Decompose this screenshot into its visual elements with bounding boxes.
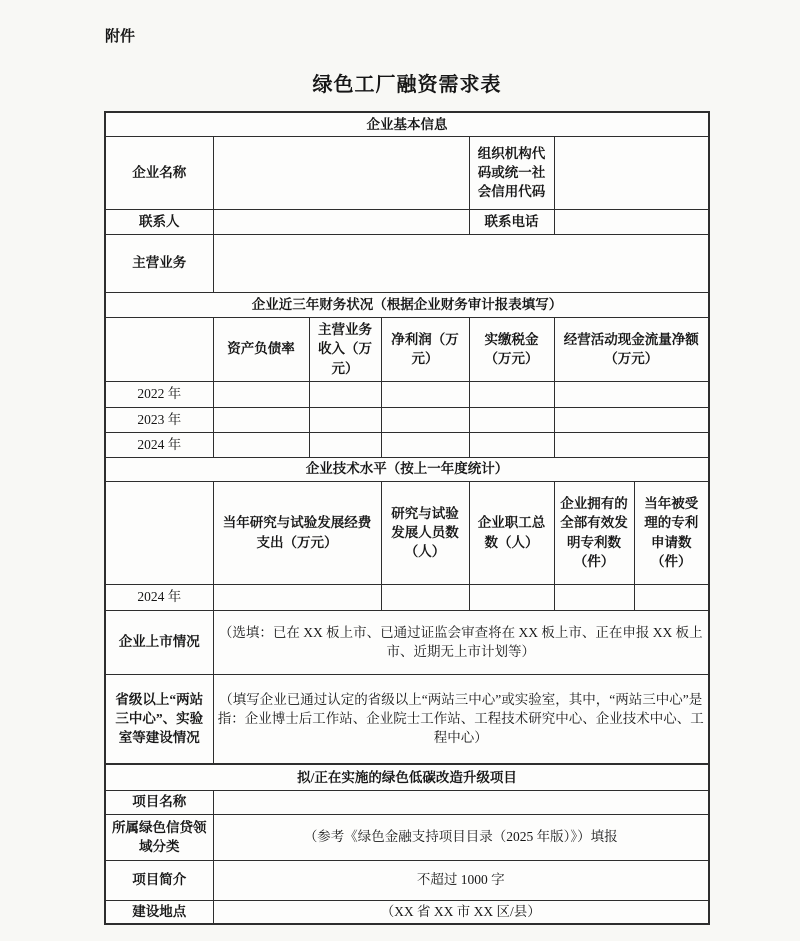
financials-2024-debt-ratio-cell <box>213 432 309 457</box>
technology-2024-patent-applications-cell <box>634 584 709 610</box>
project-name-label: 项目名称 <box>105 790 213 814</box>
listing-status-value-cell: （选填：已在 XX 板上市、已通过证监会审查将在 XX 板上市、正在申报 XX 板上市、近期无上市计划等） <box>213 610 709 674</box>
technology-2024-valid-patents-cell <box>554 584 634 610</box>
stations-centers-label: 省级以上“两站三中心”、实验室等建设情况 <box>105 674 213 764</box>
financials-column-debt-ratio: 资产负债率 <box>213 317 309 381</box>
table-row <box>105 381 709 407</box>
table-row <box>105 790 709 814</box>
financials-2023-net-profit-cell <box>381 407 469 432</box>
financials-column-net-profit: 净利润（万元） <box>381 317 469 381</box>
attachment-label: 附件 <box>105 29 136 45</box>
financials-2024-net-profit-cell <box>381 432 469 457</box>
org-code-value-cell <box>554 136 709 209</box>
table-row <box>105 136 709 209</box>
technology-column-patent-applications: 当年被受理的专利申请数（件） <box>634 481 709 584</box>
table-row <box>105 292 709 317</box>
technology-column-rd-expenditure: 当年研究与试验发展经费支出（万元） <box>213 481 381 584</box>
financials-2024-taxes-paid-cell <box>469 432 554 457</box>
financing-demand-form-table <box>104 111 710 925</box>
table-row <box>105 317 709 381</box>
section-header-basic-info: 企业基本信息 <box>105 112 709 136</box>
financials-2023-main-revenue-cell <box>309 407 381 432</box>
financials-2022-debt-ratio-cell <box>213 381 309 407</box>
page-title: 绿色工厂融资需求表 <box>312 74 502 96</box>
financials-year-2022: 2022 年 <box>105 381 213 407</box>
contact-person-label: 联系人 <box>105 209 213 234</box>
technology-column-valid-patents: 企业拥有的全部有效发明专利数（件） <box>554 481 634 584</box>
section-header-green-project: 拟/正在实施的绿色低碳改造升级项目 <box>105 764 709 790</box>
table-row <box>105 407 709 432</box>
company-name-label: 企业名称 <box>105 136 213 209</box>
technology-column-total-employees: 企业职工总数（人） <box>469 481 554 584</box>
financials-year-2024: 2024 年 <box>105 432 213 457</box>
table-row <box>105 209 709 234</box>
contact-phone-value-cell <box>554 209 709 234</box>
financials-2023-taxes-paid-cell <box>469 407 554 432</box>
company-name-value-cell <box>213 136 469 209</box>
financials-2022-cashflow-cell <box>554 381 709 407</box>
table-row <box>105 860 709 900</box>
table-row <box>105 112 709 136</box>
technology-column-rd-personnel: 研究与试验发展人员数（人） <box>381 481 469 584</box>
financials-2024-main-revenue-cell <box>309 432 381 457</box>
financials-column-taxes-paid: 实缴税金（万元） <box>469 317 554 381</box>
contact-person-value-cell <box>213 209 469 234</box>
project-intro-label: 项目简介 <box>105 860 213 900</box>
technology-corner-cell <box>105 481 213 584</box>
financials-2024-cashflow-cell <box>554 432 709 457</box>
project-intro-value-cell: 不超过 1000 字 <box>213 860 709 900</box>
financials-2023-debt-ratio-cell <box>213 407 309 432</box>
financials-year-2023: 2023 年 <box>105 407 213 432</box>
listing-status-label: 企业上市情况 <box>105 610 213 674</box>
section-header-financials: 企业近三年财务状况（根据企业财务审计报表填写） <box>105 292 709 317</box>
table-row <box>105 584 709 610</box>
financials-corner-cell <box>105 317 213 381</box>
table-row <box>105 900 709 924</box>
table-row <box>105 674 709 764</box>
main-business-value-cell <box>213 234 709 292</box>
org-code-label: 组织机构代码或统一社会信用代码 <box>469 136 554 209</box>
stations-centers-value-cell: （填写企业已通过认定的省级以上“两站三中心”或实验室，其中，“两站三中心”是指：企业博士后工作站、企业院士工作站、工程技术研究中心、企业技术中心、工程中心） <box>213 674 709 764</box>
table-row <box>105 234 709 292</box>
technology-2024-rd-personnel-cell <box>381 584 469 610</box>
construction-site-label: 建设地点 <box>105 900 213 924</box>
contact-phone-label: 联系电话 <box>469 209 554 234</box>
table-row <box>105 764 709 790</box>
financials-2022-main-revenue-cell <box>309 381 381 407</box>
financials-2022-taxes-paid-cell <box>469 381 554 407</box>
financials-2023-cashflow-cell <box>554 407 709 432</box>
financials-column-main-revenue: 主营业务收入（万元） <box>309 317 381 381</box>
section-header-technology: 企业技术水平（按上一年度统计） <box>105 457 709 481</box>
green-credit-category-label: 所属绿色信贷领域分类 <box>105 814 213 860</box>
technology-year-2024: 2024 年 <box>105 584 213 610</box>
main-business-label: 主营业务 <box>105 234 213 292</box>
table-row <box>105 457 709 481</box>
table-row <box>105 610 709 674</box>
technology-2024-rd-expenditure-cell <box>213 584 381 610</box>
project-name-value-cell <box>213 790 709 814</box>
table-row <box>105 481 709 584</box>
technology-2024-total-employees-cell <box>469 584 554 610</box>
table-row <box>105 814 709 860</box>
green-credit-category-value-cell: （参考《绿色金融支持项目目录（2025 年版）》）填报 <box>213 814 709 860</box>
table-row <box>105 432 709 457</box>
financials-column-operating-cashflow: 经营活动现金流量净额（万元） <box>554 317 709 381</box>
construction-site-value-cell: （XX 省 XX 市 XX 区/县） <box>213 900 709 924</box>
financials-2022-net-profit-cell <box>381 381 469 407</box>
